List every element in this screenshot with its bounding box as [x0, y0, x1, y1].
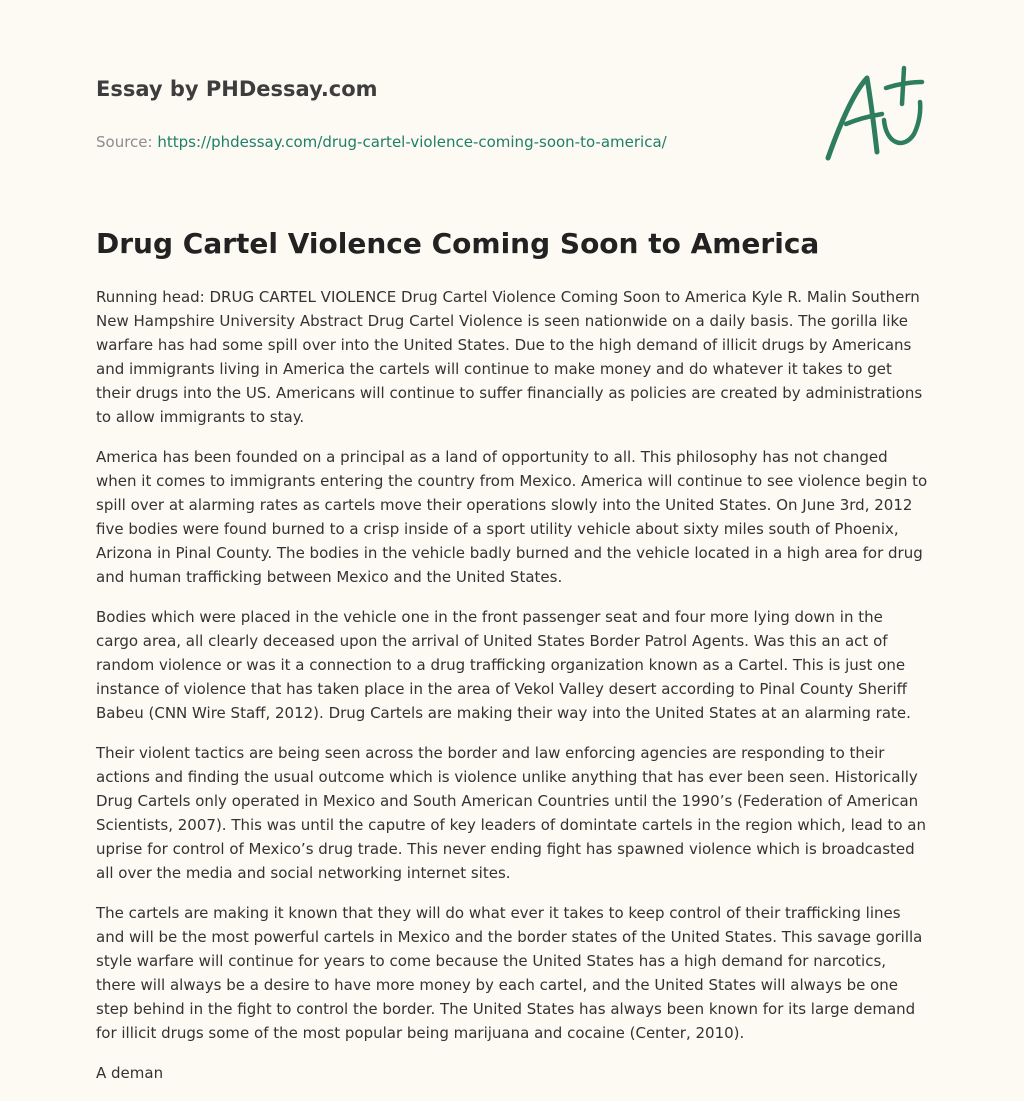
essay-paragraph: The cartels are making it known that they will do what ever it takes to keep control of their trafficking lines and will be the most powerful cartels in Mexico and the border states of the United States. This savage gorilla style warfare will continue for years to come because the United States has a high demand for narcotics, there will always be a desire to have more money by each cartel, and the United States will always be one step behind in the fight to control the border. The United States has always been known for its large demand for illicit drugs some of the most popular being marijuana and cocaine (Center, 2010).	[96, 904, 923, 1042]
page-header	[96, 74, 736, 152]
essay-body	[96, 285, 928, 1101]
source-label: Source:	[96, 133, 153, 151]
essay-paragraph: Their violent tactics are being seen across the border and law enforcing agencies are responding to their actions and finding the usual outcome which is violence unlike anything that has ever been seen. Historically Drug Cartels only operated in Mexico and South American Countries until the 1990’s (Federation of American Scientists, 2007). This was until the caputre of key leaders of domintate cartels in the region which, lead to an uprise for control of Mexico’s drug trade. This never ending fight has spawned violence which is broadcasted all over the media and social networking internet sites.	[96, 744, 926, 882]
a-plus-icon	[820, 64, 930, 168]
essay-paragraph-truncated: A deman	[96, 1064, 164, 1082]
essay-paragraph: America has been founded on a principal as a land of opportunity to all. This philosophy has not changed when it comes to immigrants entering the country from Mexico. America will continue to see violence begin to spill over at alarming rates as cartels move their operations slowly into the United States. On June 3rd, 2012 five bodies were found burned to a crisp inside of a sport utility vehicle about sixty miles south of Phoenix, Arizona in Pinal County. The bodies in the vehicle badly burned and the vehicle located in a high area for drug and human trafficking between Mexico and the United States.	[96, 448, 928, 586]
source-line	[96, 132, 736, 152]
site-brand: Essay by PHDessay.com	[96, 77, 378, 101]
essay-paragraph: Bodies which were placed in the vehicle one in the front passenger seat and four more lying down in the cargo area, all clearly deceased upon the arrival of United States Border Patrol Agents. Was this an act of random violence or was it a connection to a drug trafficking organization known as a Cartel. This is just one instance of violence that has taken place in the area of Vekol Valley desert according to Pinal County Sheriff Babeu (CNN Wire Staff, 2012). Drug Cartels are making their way into the United States at an alarming rate.	[96, 608, 911, 722]
essay-paragraph: Running head: DRUG CARTEL VIOLENCE Drug Cartel Violence Coming Soon to America Kyle R. Malin Southern New Hampshire University Abstract Drug Cartel Violence is seen nationwide on a daily basis. The gorilla like warfare has had some spill over into the United States. Due to the high demand of illicit drugs by Americans and immigrants living in America the cartels will continue to make money and do whatever it takes to get their drugs into the US. Americans will continue to suffer financially as policies are created by administrations to allow immigrants to stay.	[96, 288, 923, 426]
source-link[interactable]: https://phdessay.com/drug-cartel-violence-coming-soon-to-america/	[157, 133, 667, 151]
essay-title: Drug Cartel Violence Coming Soon to America	[96, 227, 820, 260]
